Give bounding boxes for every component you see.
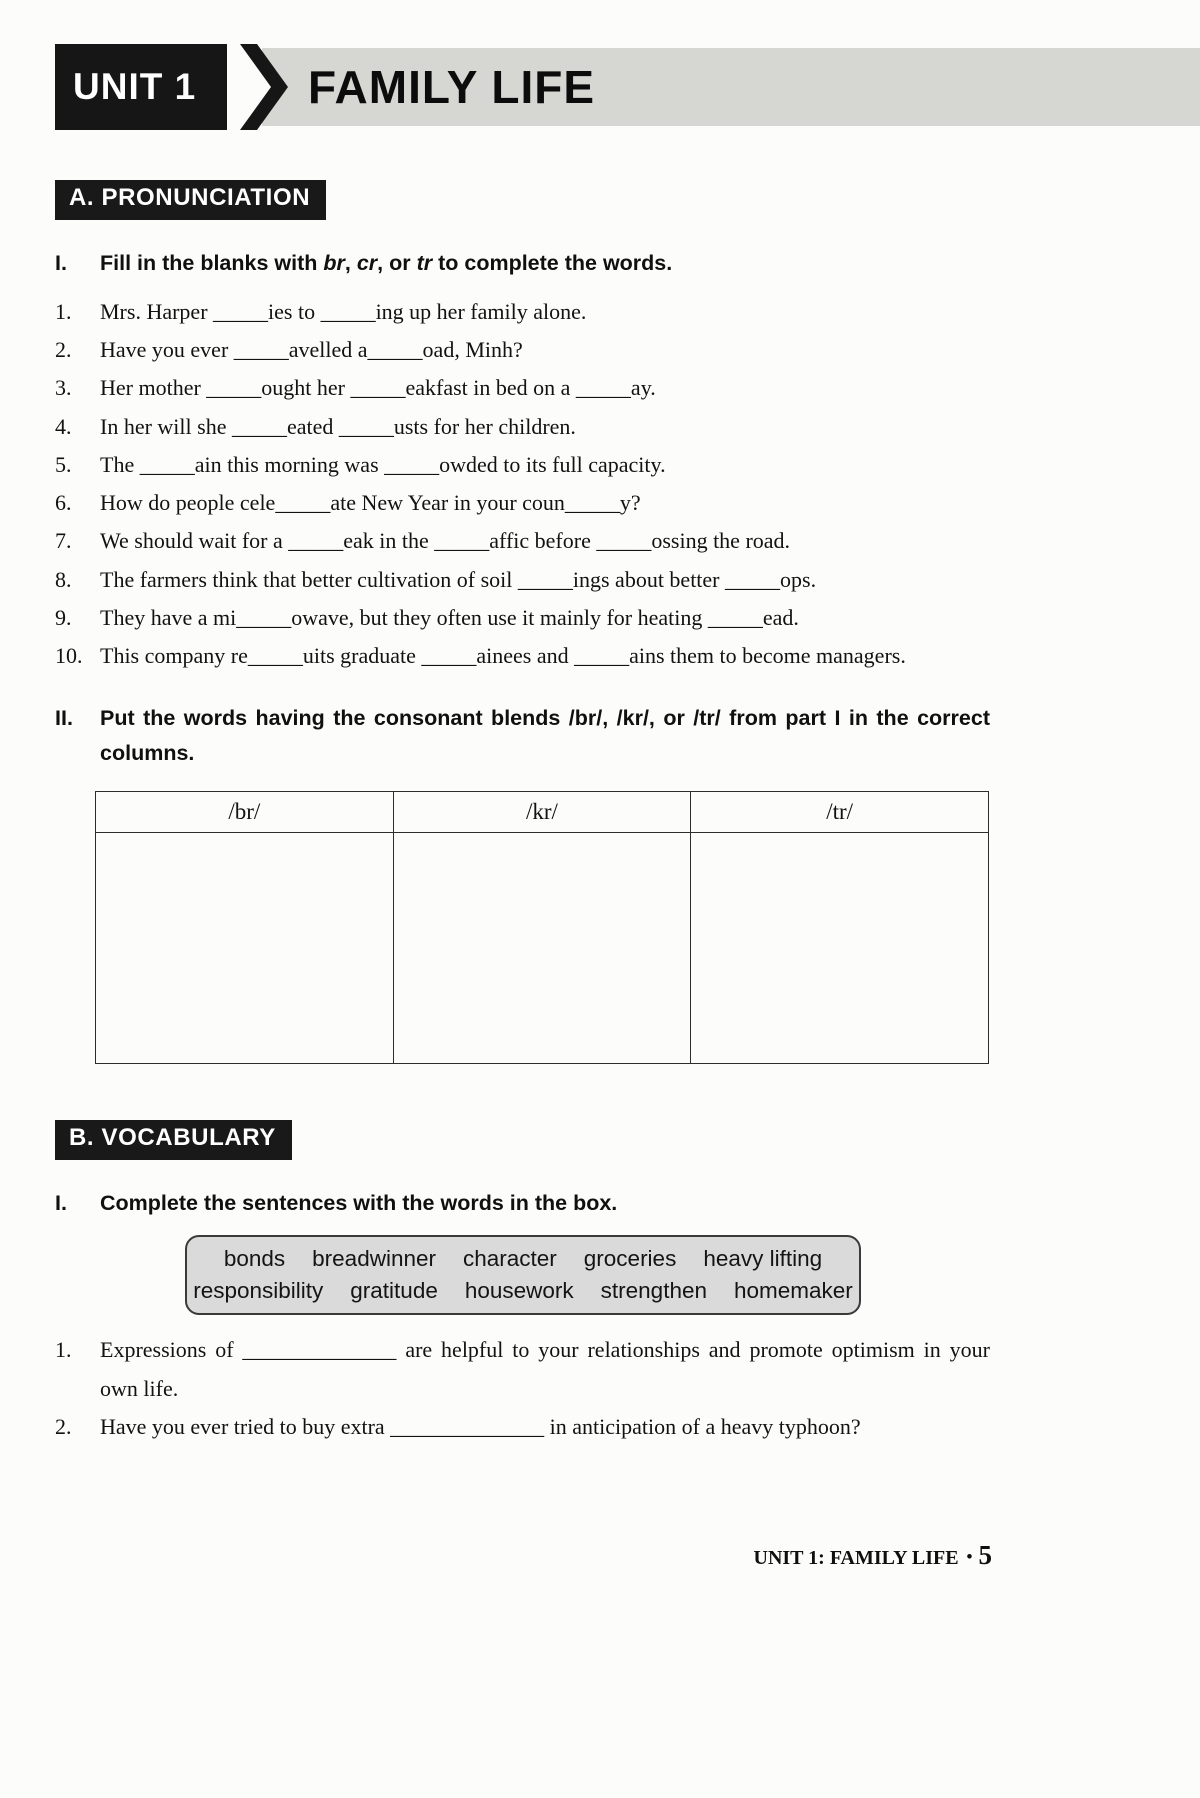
item-number: 5. — [55, 451, 72, 477]
exercise-instruction — [100, 246, 990, 281]
item-number: 2. — [55, 337, 72, 363]
item-number: 1. — [55, 1337, 72, 1363]
word-box-word: bonds — [223, 1245, 286, 1271]
instruction-italic: tr — [416, 251, 433, 275]
unit-label-box — [55, 44, 227, 130]
table-body — [96, 833, 989, 1064]
item-text: Mrs. Harper _____ies to _____ing up her family alone. — [100, 298, 587, 324]
exercise-number: II. — [55, 706, 73, 731]
exercise-instruction: Put the words having the consonant blends /br/, /kr/, or /tr/ from part I in the correct columns. — [100, 706, 990, 766]
word-box-word: homemaker — [733, 1278, 853, 1304]
word-box-word: breadwinner — [312, 1245, 436, 1271]
exercise-a1-items — [55, 293, 990, 676]
item-text: Have you ever tried to buy extra ______________ in anticipation of a heavy typhoon? — [100, 1413, 861, 1439]
footer-text: UNIT 1: FAMILY LIFE — [753, 1547, 959, 1569]
item-text: The _____ain this morning was _____owded to its full capacity. — [100, 451, 666, 477]
table-empty-cell — [691, 833, 989, 1064]
word-box-line — [193, 1275, 853, 1307]
instruction-segment: to complete the words. — [432, 251, 673, 275]
table-header-cell: /br/ — [96, 792, 394, 833]
item-text: Her mother _____ought her _____eakfast in bed on a _____ay. — [100, 375, 656, 401]
exercise-item — [55, 522, 990, 560]
item-text: The farmers think that better cultivation of soil _____ings about better _____ops. — [100, 566, 817, 592]
exercise-a1-heading — [55, 246, 990, 281]
table-head — [96, 792, 989, 833]
word-box-word: responsibility — [193, 1278, 324, 1304]
exercise-item — [55, 369, 990, 407]
table-empty-cell — [393, 833, 691, 1064]
word-box-word: strengthen — [600, 1278, 707, 1304]
exercise-a2-heading — [55, 701, 990, 771]
item-text: Have you ever _____avelled a_____oad, Minh? — [100, 337, 523, 363]
word-box-word: housework — [464, 1278, 574, 1304]
item-number: 2. — [55, 1413, 72, 1439]
item-number: 4. — [55, 413, 72, 439]
exercise-item — [55, 637, 990, 675]
word-box-word: heavy lifting — [703, 1245, 823, 1271]
exercise-item — [55, 1408, 990, 1446]
footer-separator: • — [966, 1547, 973, 1566]
exercise-item — [55, 599, 990, 637]
table-empty-cell — [96, 833, 394, 1064]
item-text: They have a mi_____owave, but they often use it mainly for heating _____ead. — [100, 604, 799, 630]
item-text: How do people cele_____ate New Year in your coun_____y? — [100, 490, 641, 516]
item-number: 3. — [55, 375, 72, 401]
table-header-cell: /tr/ — [691, 792, 989, 833]
word-box-word: groceries — [583, 1245, 677, 1271]
item-text: Expressions of ______________ are helpful to your relationships and promote optimism in your own life. — [100, 1337, 990, 1401]
page-content — [55, 180, 990, 1446]
table-body-row — [96, 833, 989, 1064]
unit-label: UNIT 1 — [73, 66, 197, 107]
word-box — [185, 1235, 861, 1315]
table-header-row — [96, 792, 989, 833]
item-number: 7. — [55, 528, 72, 554]
item-text: We should wait for a _____eak in the _____affic before _____ossing the road. — [100, 528, 791, 554]
consonant-blends-table — [95, 791, 989, 1064]
exercise-item — [55, 408, 990, 446]
word-box-word: character — [462, 1245, 557, 1271]
item-number: 6. — [55, 490, 72, 516]
exercise-item — [55, 446, 990, 484]
exercise-number: I. — [55, 1191, 67, 1216]
instruction-italic: br — [323, 251, 345, 275]
unit-banner — [0, 44, 1200, 130]
item-number: 8. — [55, 566, 72, 592]
exercise-item — [55, 331, 990, 369]
instruction-segment: Fill in the blanks with — [100, 251, 324, 275]
section-b-title: B. VOCABULARY — [55, 1120, 292, 1160]
instruction-segment: , — [344, 251, 357, 275]
item-text: This company re_____uits graduate _____ainees and _____ains them to become managers. — [100, 643, 906, 669]
item-number: 1. — [55, 298, 72, 324]
exercise-instruction: Complete the sentences with the words in the box. — [100, 1191, 618, 1216]
unit-title: FAMILY LIFE — [308, 61, 596, 113]
item-number: 10. — [55, 643, 83, 669]
exercise-item — [55, 561, 990, 599]
item-text: In her will she _____eated _____usts for her children. — [100, 413, 576, 439]
word-box-line — [197, 1243, 849, 1275]
page-footer — [0, 1540, 992, 1571]
exercise-item — [55, 1331, 990, 1408]
exercise-b1-items — [55, 1331, 990, 1446]
instruction-segment: , or — [377, 251, 417, 275]
exercise-item — [55, 293, 990, 331]
table-header-cell: /kr/ — [393, 792, 691, 833]
section-a-title: A. PRONUNCIATION — [55, 180, 326, 220]
exercise-b1-heading — [55, 1186, 990, 1221]
footer-page-number: 5 — [978, 1540, 992, 1570]
word-box-word: gratitude — [350, 1278, 438, 1304]
item-number: 9. — [55, 604, 72, 630]
instruction-italic: cr — [356, 251, 378, 275]
exercise-number: I. — [55, 251, 67, 275]
exercise-item — [55, 484, 990, 522]
